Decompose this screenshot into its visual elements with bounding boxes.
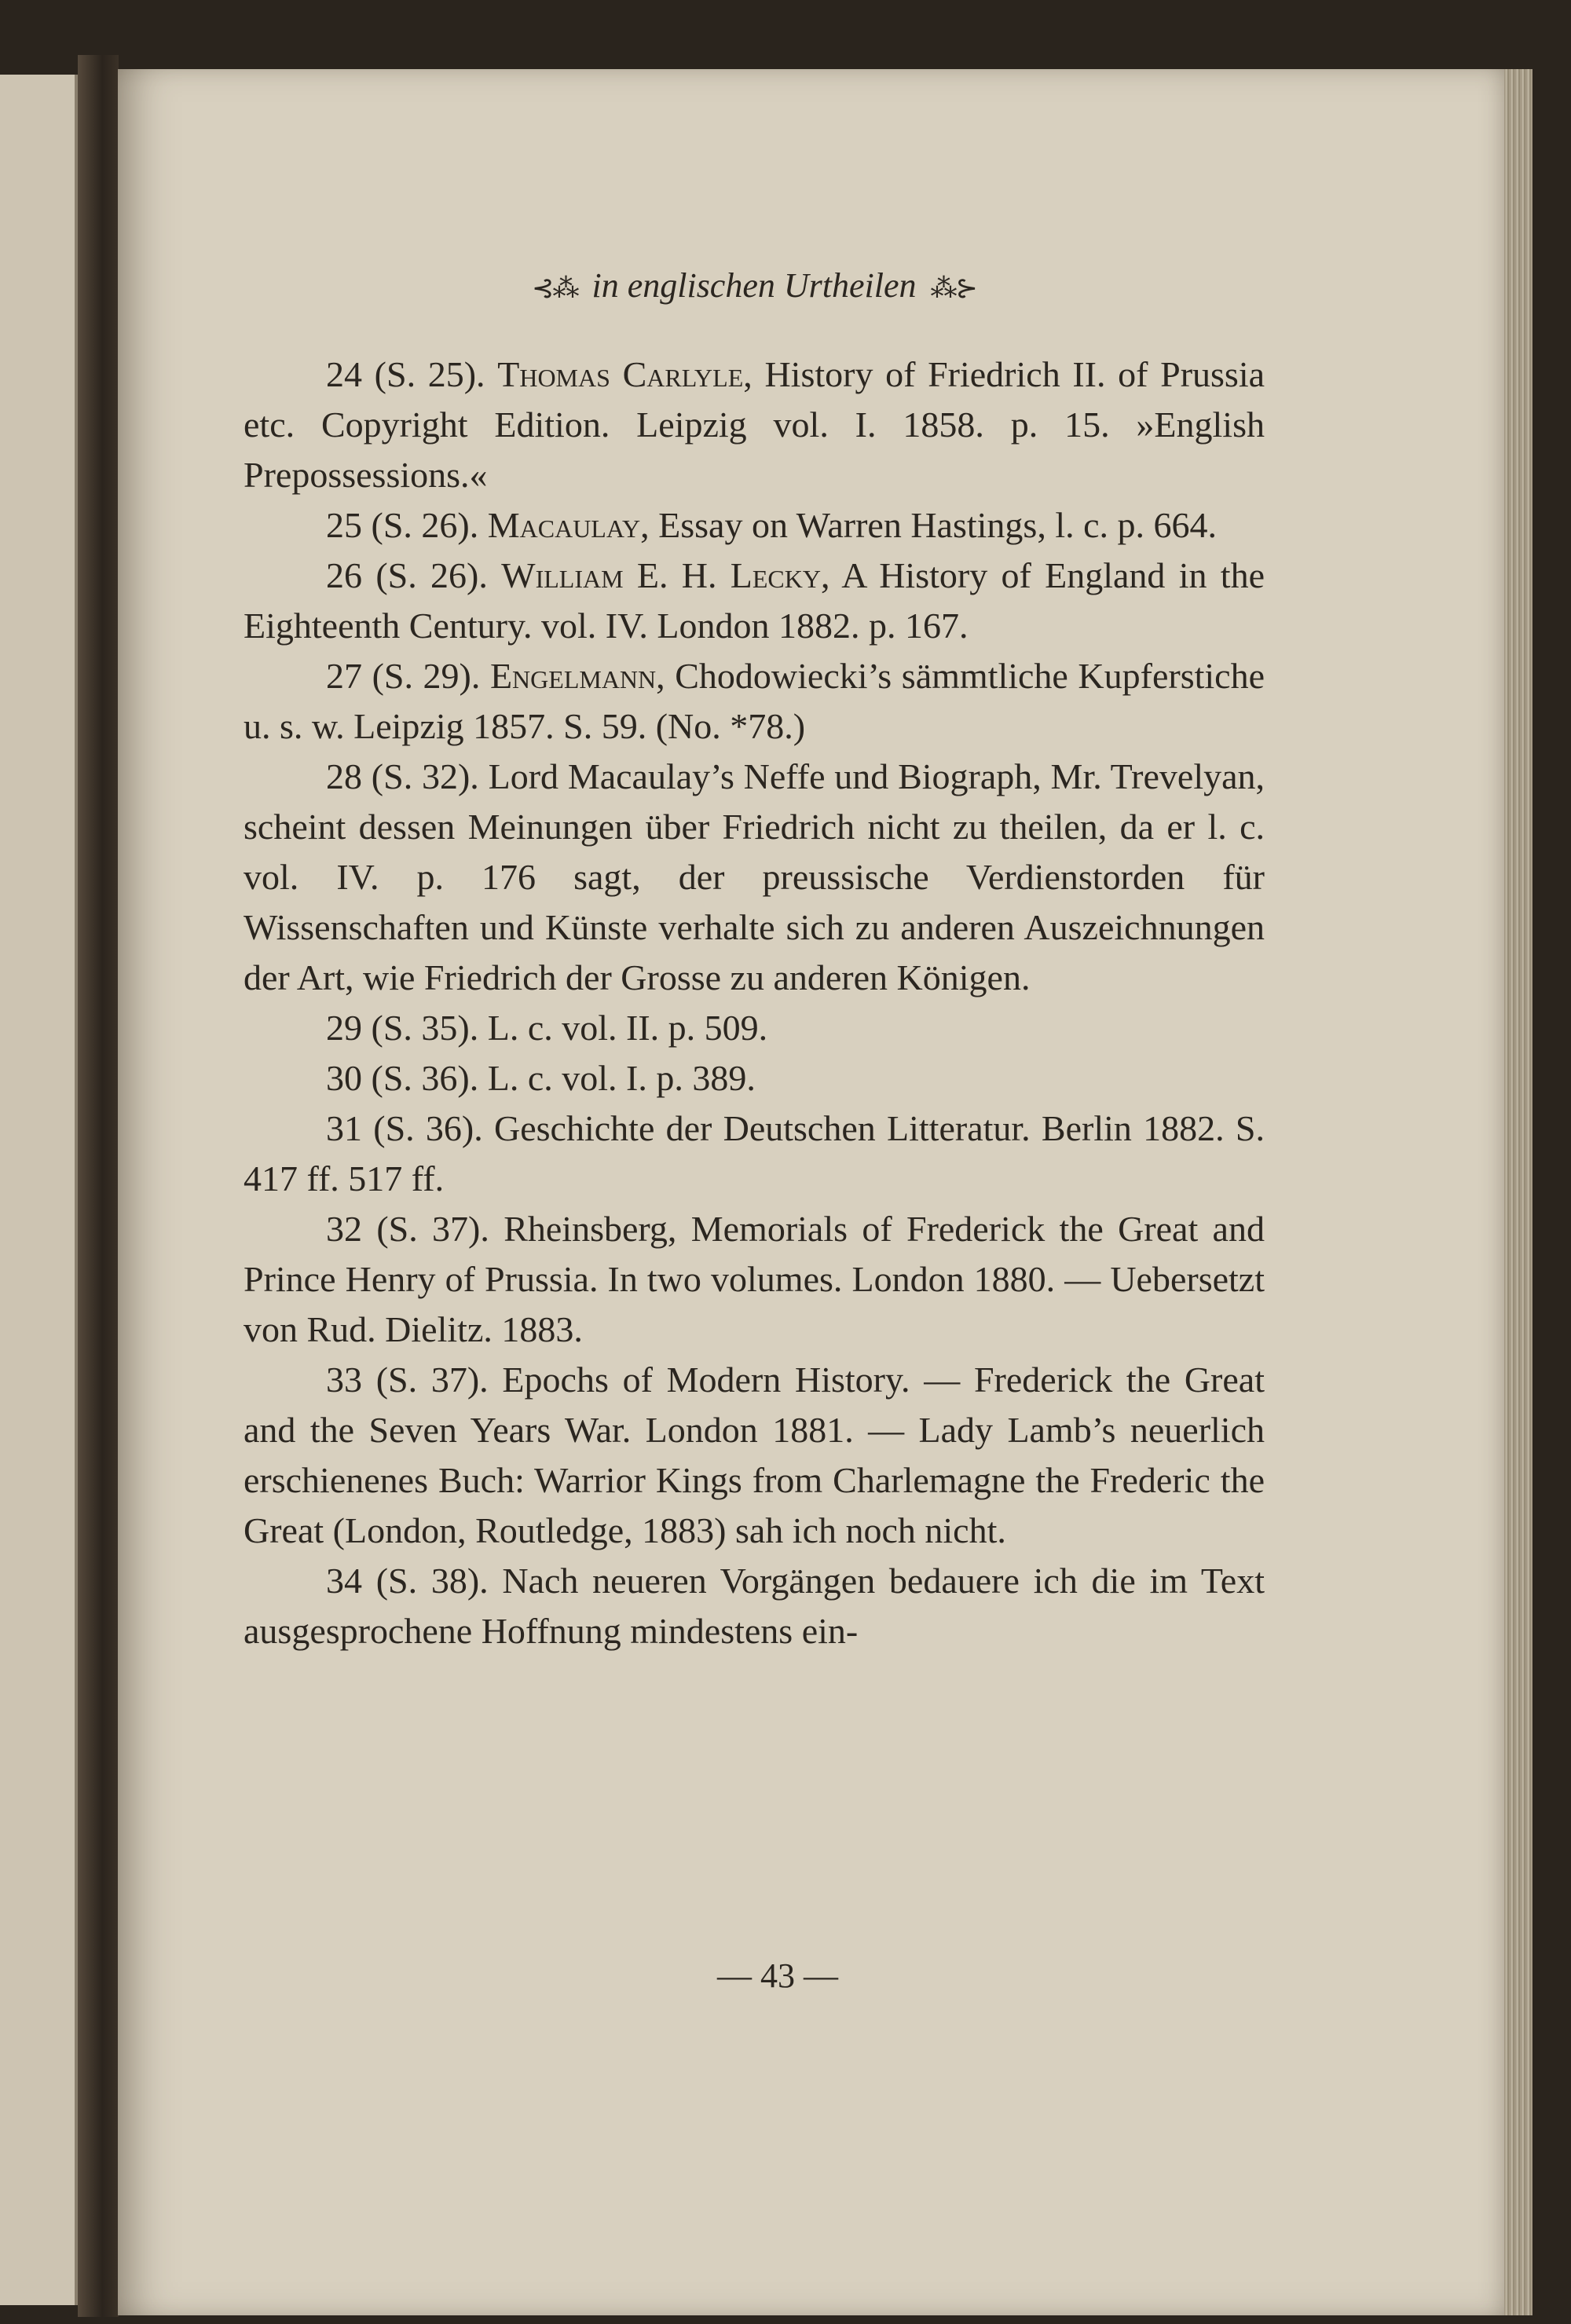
note-reference: (S. 36). (373, 1108, 483, 1148)
note-number: 34 (326, 1561, 362, 1601)
ornament-right-icon: ⁂⊱ (930, 274, 976, 303)
note-reference: (S. 38). (375, 1561, 489, 1601)
note-entry (244, 1556, 1265, 1656)
note-reference: (S. 29). (372, 656, 481, 696)
note-entry (244, 1204, 1265, 1355)
ornament-left-icon: ⊰⁂ (531, 274, 578, 303)
note-reference: (S. 26). (371, 505, 479, 545)
facing-page-edge (0, 75, 78, 2305)
note-text: Epochs of Modern History. — Frederick the Great and the Seven Years War. London 1881. — Lady Lamb’s neuerlich erschienenes Buch: Warrior Kings from Charlemagne the Frederic the Great (London, Routledge, 1883) sah ich noch nicht. (244, 1360, 1265, 1550)
note-number: 27 (326, 656, 362, 696)
note-number: 33 (326, 1360, 362, 1400)
note-number: 30 (326, 1058, 362, 1098)
note-number: 31 (326, 1108, 362, 1148)
note-number: 32 (326, 1209, 362, 1249)
note-author: William E. H. Lecky, (501, 555, 830, 595)
note-reference: (S. 36). (371, 1058, 479, 1098)
note-entry (244, 651, 1265, 752)
note-text: L. c. vol. II. p. 509. (487, 1008, 768, 1048)
note-number: 25 (326, 505, 362, 545)
notes-list (244, 350, 1265, 1656)
note-entry (244, 1053, 1265, 1103)
note-number: 28 (326, 756, 362, 796)
note-entry (244, 500, 1265, 551)
note-entry (244, 1103, 1265, 1204)
note-reference: (S. 32). (371, 756, 479, 796)
note-entry (244, 752, 1265, 1003)
note-reference: (S. 26). (375, 555, 488, 595)
note-number: 24 (326, 354, 362, 394)
book-gutter (78, 55, 119, 2317)
note-text: Lord Macaulay’s Neffe und Biograph, Mr. Trevelyan, scheint dessen Meinungen über Friedrich nicht zu theilen, da er l. c. vol. IV. p. 176 sagt, der preussische Verdienstorden für Wissenschaften und Künste verhalte sich zu anderen Auszeichnungen der Art, wie Friedrich der Grosse zu anderen Königen. (244, 756, 1265, 997)
note-entry (244, 551, 1265, 651)
note-author: Thomas Carlyle, (497, 354, 753, 394)
note-text: History of Friedrich II. of Prussia etc. Copyright Edition. Leipzig vol. I. 1858. p. 15. »English Prepossessions.« (244, 354, 1265, 495)
note-text: L. c. vol. I. p. 389. (487, 1058, 756, 1098)
note-reference: (S. 25). (374, 354, 485, 394)
note-author: Macaulay, (487, 505, 650, 545)
note-text: A History of England in the Eighteenth Century. vol. IV. London 1882. p. 167. (244, 555, 1265, 646)
note-entry (244, 350, 1265, 500)
note-text: Geschichte der Deutschen Litteratur. Berlin 1882. S. 417 ff. 517 ff. (244, 1108, 1265, 1199)
page-number: — 43 — (717, 1956, 838, 1995)
note-text: Chodowiecki’s sämmtliche Kupferstiche u. s. w. Leipzig 1857. S. 59. (No. *78.) (244, 656, 1265, 746)
note-number: 29 (326, 1008, 362, 1048)
note-text: Rheinsberg, Memorials of Frederick the Great and Prince Henry of Prussia. In two volumes. London 1880. — Uebersetzt von Rud. Dielitz. 1883. (244, 1209, 1265, 1349)
note-number: 26 (326, 555, 362, 595)
note-author: Engelmann, (489, 656, 665, 696)
note-entry (244, 1355, 1265, 1556)
note-text: Essay on Warren Hastings, l. c. p. 664. (658, 505, 1218, 545)
note-reference: (S. 37). (376, 1209, 489, 1249)
note-reference: (S. 37). (375, 1360, 489, 1400)
note-reference: (S. 35). (371, 1008, 479, 1048)
page-stack-edge (1504, 69, 1533, 2315)
note-text: Nach neueren Vorgängen bedauere ich die im Text ausgesprochene Hoffnung mindestens ein- (244, 1561, 1265, 1651)
running-header-title: in englischen Urtheilen (591, 266, 917, 305)
note-entry (244, 1003, 1265, 1053)
running-header (456, 265, 1053, 306)
